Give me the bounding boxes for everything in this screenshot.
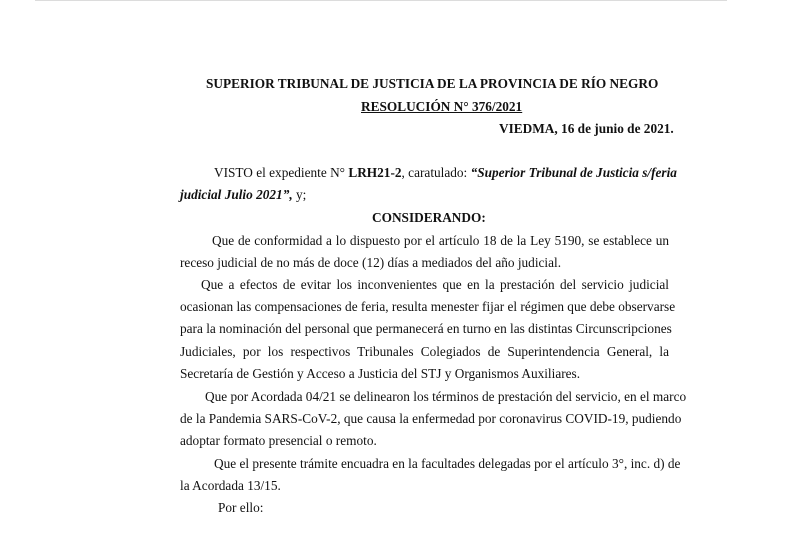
paragraph-2-line-4: Judiciales, por los respectivos Tribunales Colegiados de Superintendencia General, la [180, 344, 669, 359]
visto-caratulado: , caratulado: [401, 165, 471, 180]
paragraph-2-line-2: ocasionan las compensaciones de feria, resulta menester fijar el régimen que debe observarse [180, 299, 676, 314]
paragraph-4-line-1: Que el presente trámite encuadra en la facultades delegadas por el artículo 3°, inc. d) de [214, 456, 681, 471]
por-ello: Por ello: [218, 500, 264, 515]
page-top-border [35, 0, 727, 1]
paragraph-1-line-1: Que de conformidad a lo dispuesto por el artículo 18 de la Ley 5190, se establece un [212, 233, 669, 248]
paragraph-2-line-5: Secretaría de Gestión y Acceso a Justicia del STJ y Organismos Auxiliares. [180, 366, 581, 381]
paragraph-2-line-3: para la nominación del personal que permanecerá en turno en las distintas Circunscripciones [180, 321, 672, 336]
resolution-number: RESOLUCIÓN N° 376/2021 [361, 99, 523, 114]
considerando-heading: CONSIDERANDO: [372, 210, 486, 225]
paragraph-3-line-2: de la Pandemia SARS-CoV-2, que causa la enfermedad por coronavirus COVID-19, pudiendo [180, 411, 682, 426]
visto-lead: VISTO el expediente N° [214, 165, 349, 180]
paragraph-2-line-1: Que a efectos de evitar los inconvenientes que en la prestación del servicio judicial [201, 277, 669, 292]
court-heading: SUPERIOR TRIBUNAL DE JUSTICIA DE LA PROVINCIA DE RÍO NEGRO [206, 76, 659, 91]
visto-line-1 [214, 165, 677, 181]
paragraph-3-line-3: adoptar formato presencial o remoto. [180, 433, 377, 448]
case-title-part-2: judicial Julio 2021”, [180, 187, 293, 202]
place-date: VIEDMA, 16 de junio de 2021. [499, 121, 674, 136]
expediente-number: LRH21-2 [348, 165, 402, 180]
paragraph-3-line-1: Que por Acordada 04/21 se delinearon los términos de prestación del servicio, en el marco [205, 389, 687, 404]
visto-line-2 [180, 187, 306, 203]
visto-tail: y; [292, 187, 307, 202]
paragraph-1-line-2: receso judicial de no más de doce (12) días a mediados del año judicial. [180, 255, 562, 270]
paragraph-4-line-2: la Acordada 13/15. [180, 478, 281, 493]
case-title-part-1: “Superior Tribunal de Justicia s/feria [470, 165, 677, 180]
